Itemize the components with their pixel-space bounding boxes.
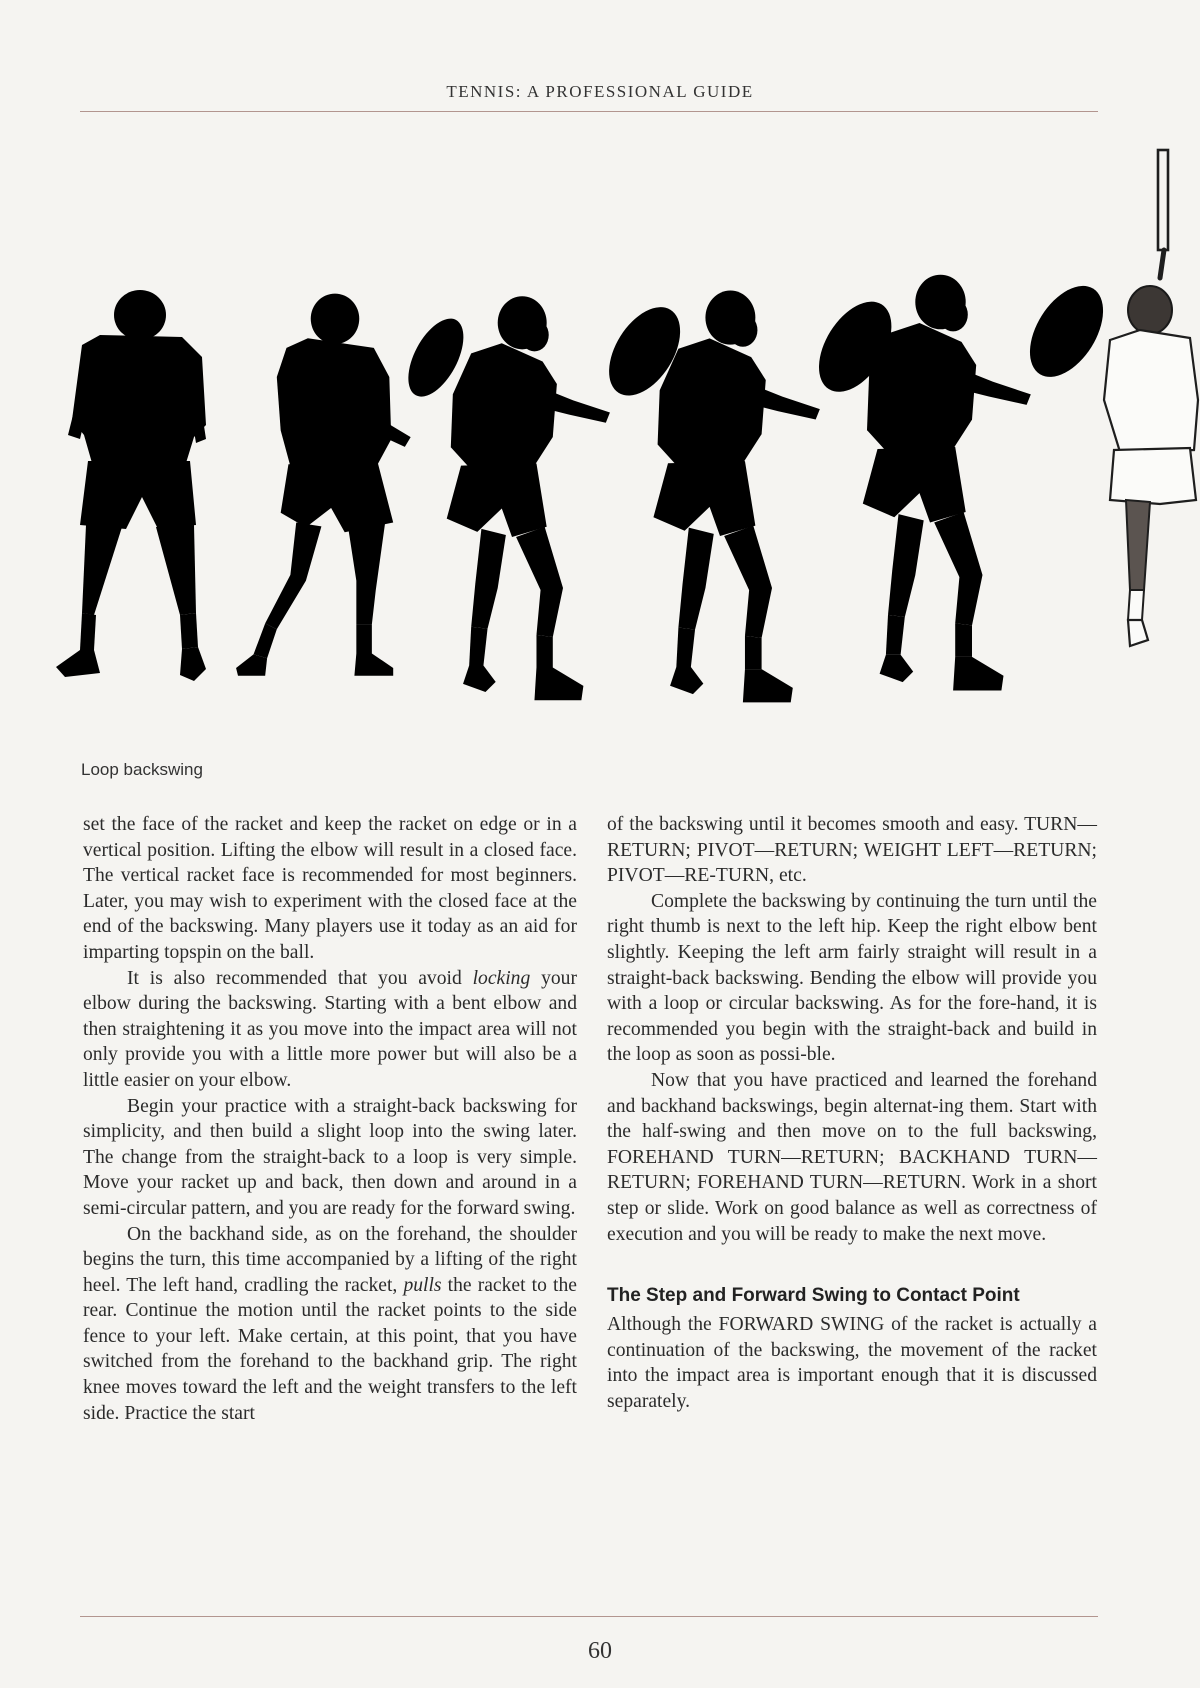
paragraph: set the face of the racket and keep the racket on edge or in a vertical position. Lifting the elbow will result in a closed face. The vertical racket face is recommended for most beginners. Later, you may wish to experiment with the closed face at the end of the backswing. Many players use it today as an aid for imparting topspin on the ball. xyxy=(83,814,577,963)
loop-backswing-illustration xyxy=(0,90,1200,740)
text-run: On the backhand side, as on the forehand, the shoulder begins the turn, this time accompanied by a lifting of the right heel. The left hand, cradling the racket, xyxy=(83,1223,577,1296)
section-heading: The Step and Forward Swing to Contact Point xyxy=(607,1285,1020,1307)
emphasis: locking xyxy=(472,967,531,989)
text-run: your elbow during the backswing. Starting with a bent elbow and then straightening it as you move into the impact area will not only provide you with a little more power but will also be a little easier on your elbow. xyxy=(83,967,577,1091)
player-figure xyxy=(236,294,475,676)
paragraph: Begin your practice with a straight-back backswing for simplicity, and then build a slight loop into the swing later. The change from the straight-back to a loop is very simple. Move your racket up and back, then down and around in a semi-circular pattern, and you are ready for the forward swing. xyxy=(83,1095,577,1219)
page-number: 60 xyxy=(588,1638,612,1664)
paragraph: Complete the backswing by continuing the turn until the right thumb is next to the left hip. Keep the right elbow bent slightly. Keeping the left arm fairly straight will result in a straight-back backswing. Bending the elbow will provide you with a loop or circular backswing. As for the fore-hand, it is recommended you begin with the straight-back and build in the loop as soon as possi-ble. xyxy=(607,890,1097,1066)
paragraph: of the backswing until it becomes smooth and easy. TURN—RETURN; PIVOT—RETURN; WEIGHT LEFT—RETURN; PIVOT—RE-TURN, etc. xyxy=(607,814,1097,887)
text-run: the racket to the rear. Continue the motion until the racket points to the side fence to your left. Make certain, at this point, that you have switched from the forehand to the backhand grip. The right knee moves toward the left and the weight transfers to the left side. Practice the start xyxy=(83,1274,577,1424)
paragraph xyxy=(83,1222,577,1427)
player-figure xyxy=(447,295,695,700)
left-text-column xyxy=(83,812,577,1426)
running-head: TENNIS: A PROFESSIONAL GUIDE xyxy=(446,82,754,101)
footer-rule xyxy=(80,1616,1098,1617)
emphasis: pulls xyxy=(403,1274,442,1296)
paragraph: Although the FORWARD SWING of the racket is actually a continuation of the backswing, the movement of the racket into the impact area is important enough that it is discussed separately. xyxy=(607,1314,1097,1412)
figure-caption: Loop backswing xyxy=(81,760,203,779)
right-text-column xyxy=(607,812,1097,1414)
paragraph: Now that you have practiced and learned the forehand and backhand backswings, begin alternat-ing them. Start with the half-swing and then move on to the full backswing, FOREHAND TURN—RETURN; BACKHAND TURN—RETURN; FOREHAND TURN—RETURN. Work in a short step or slide. Work on good balance as well as correctness of execution and you will be ready to make the next move. xyxy=(607,1069,1097,1245)
text-run: It is also recommended that you avoid xyxy=(127,967,473,989)
player-figure xyxy=(863,273,1118,690)
player-figure xyxy=(1104,150,1198,646)
paragraph xyxy=(83,966,577,1094)
player-figure xyxy=(56,290,206,681)
